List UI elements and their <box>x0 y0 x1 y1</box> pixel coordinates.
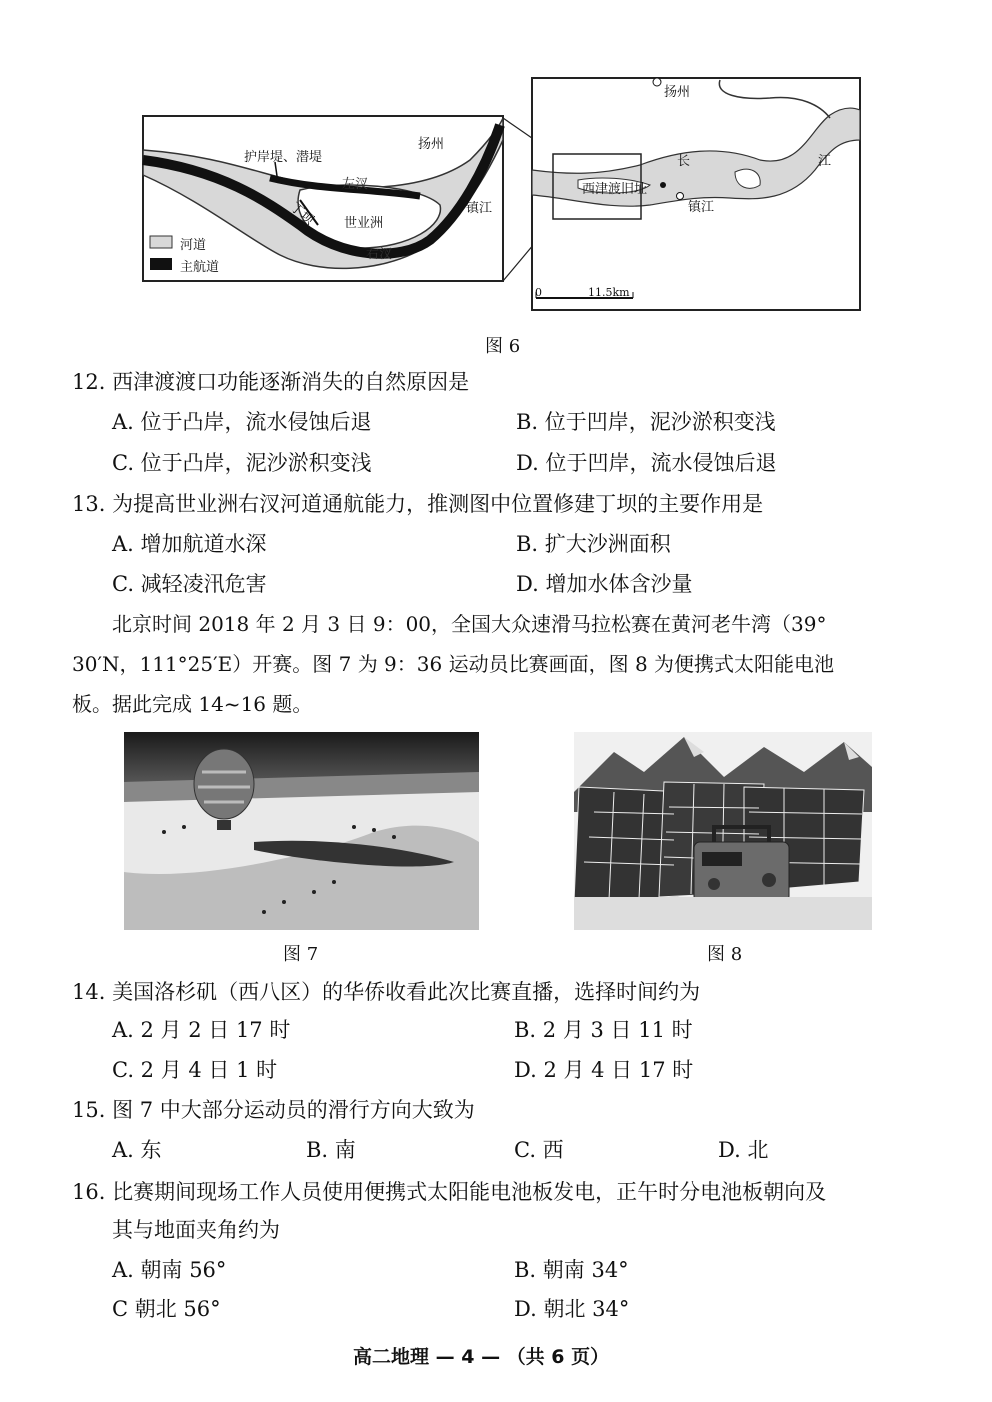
q16-option-b: B. 朝南 34° <box>514 1258 629 1282</box>
label-dingba: 丁坝 <box>286 199 317 229</box>
q13-option-a: A. 增加航道水深 <box>112 532 267 556</box>
q12-option-b: B. 位于凹岸，泥沙淤积变浅 <box>516 410 776 434</box>
zhenjiang-point <box>677 193 684 200</box>
figure-7-photo <box>124 732 479 930</box>
q16-option-c: C 朝北 56° <box>112 1297 221 1321</box>
figure-6-map <box>0 0 992 330</box>
label-zhenjiang-detail: 镇江 <box>466 201 493 216</box>
q14-option-c: C. 2 月 4 日 1 时 <box>112 1058 278 1082</box>
q14-option-a: A. 2 月 2 日 17 时 <box>112 1018 291 1042</box>
page-footer: 高二地理 — 4 — （共 6 页） <box>353 1346 610 1368</box>
figure-8-photo <box>574 732 872 930</box>
label-zhenjiang-overview: 镇江 <box>688 200 715 215</box>
label-youjia: 右汊 <box>366 247 393 262</box>
q16-stem-line-2: 其与地面夹角约为 <box>112 1218 280 1242</box>
figure-8-caption: 图 8 <box>707 944 743 965</box>
xijindu-point <box>660 182 666 188</box>
q15-option-d: D. 北 <box>718 1138 769 1162</box>
q13-option-d: D. 增加水体含沙量 <box>516 572 693 596</box>
q13-option-b: B. 扩大沙洲面积 <box>516 532 671 556</box>
label-embankment: 护岸堤、潜堤 <box>244 150 323 165</box>
q14-stem: 14. 美国洛杉矶（西八区）的华侨收看此次比赛直播，选择时间约为 <box>72 980 701 1004</box>
label-zuojia: 左汊 <box>342 177 369 192</box>
figure-6-caption: 图 6 <box>485 336 521 357</box>
q16-option-a: A. 朝南 56° <box>112 1258 227 1282</box>
scale-zero: 0 <box>535 286 542 299</box>
intro-line-3: 板。据此完成 14~16 题。 <box>72 692 313 716</box>
figure-7-caption: 图 7 <box>283 944 319 965</box>
q15-stem: 15. 图 7 中大部分运动员的滑行方向大致为 <box>72 1098 475 1122</box>
legend-channel-label: 主航道 <box>180 260 220 275</box>
q15-option-b: B. 南 <box>306 1138 356 1162</box>
q14-option-d: D. 2 月 4 日 17 时 <box>514 1058 694 1082</box>
label-xijindu: 西津渡旧址 <box>582 182 648 197</box>
legend-channel-swatch <box>150 258 172 270</box>
q13-option-c: C. 减轻凌汛危害 <box>112 572 267 596</box>
label-shiyezhou: 世业洲 <box>344 216 384 231</box>
q16-option-d: D. 朝北 34° <box>514 1297 630 1321</box>
label-yangzhou-overview: 扬州 <box>664 85 691 100</box>
q15-option-a: A. 东 <box>112 1138 162 1162</box>
intro-line-1: 北京时间 2018 年 2 月 3 日 9：00，全国大众速滑马拉松赛在黄河老牛湾（39° <box>112 612 827 636</box>
figure-6 <box>0 0 992 357</box>
q16-stem-line-1: 16. 比赛期间现场工作人员使用便携式太阳能电池板发电，正午时分电池板朝向及 <box>72 1180 827 1204</box>
q14-option-b: B. 2 月 3 日 11 时 <box>514 1018 693 1042</box>
q15-option-c: C. 西 <box>514 1138 564 1162</box>
intro-line-2: 30′N，111°25′E）开赛。图 7 为 9：36 运动员比赛画面，图 8 为便携式太阳能电池 <box>72 652 835 676</box>
label-jiang: 江 <box>818 154 832 169</box>
q12-option-c: C. 位于凸岸，泥沙淤积变浅 <box>112 451 372 475</box>
label-yangzhou-detail: 扬州 <box>418 137 445 152</box>
q12-option-a: A. 位于凸岸，流水侵蚀后退 <box>112 410 372 434</box>
yangzhou-point <box>653 78 661 86</box>
legend-river-swatch <box>150 236 172 248</box>
q12-option-d: D. 位于凹岸，流水侵蚀后退 <box>516 451 777 475</box>
legend-river-label: 河道 <box>180 238 207 253</box>
scale-distance: 11.5km <box>588 286 630 299</box>
q13-stem: 13. 为提高世业洲右汊河道通航能力，推测图中位置修建丁坝的主要作用是 <box>72 492 764 516</box>
q12-stem: 12. 西津渡渡口功能逐渐消失的自然原因是 <box>72 370 470 394</box>
label-chang: 长 <box>677 154 691 169</box>
